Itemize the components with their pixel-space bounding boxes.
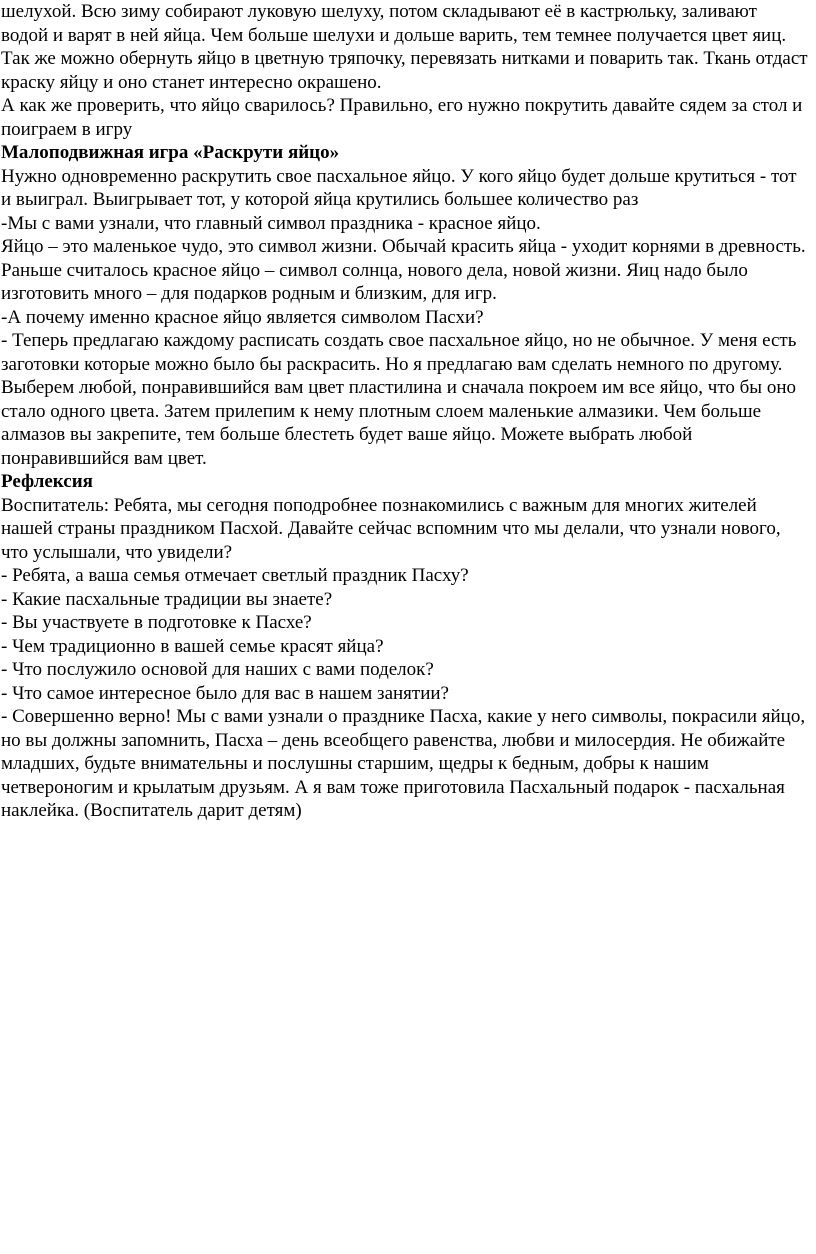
game-heading: Малоподвижная игра «Раскрути яйцо»: [1, 142, 340, 163]
game-paragraph-4: -А почему именно красное яйцо является символом Пасхи?: [1, 306, 484, 328]
reflection-conclusion: - Совершенно верно! Мы с вами узнали о празднике Пасха, какие у него символы, покрасили яйцо, но вы должны запомнить, Пасха – день всеобщего равенства, любви и милосердия. Не обижайте младших, будьте внимательны и послушны старшим, щедры к бедным, добры к нашим четвероногим и крылатым друзьям. А я вам тоже приготовила Пасхальный подарок - пасхальная наклейка. (Воспитатель дарит детям): [1, 706, 806, 821]
game-paragraph-1: Нужно одновременно раскрутить свое пасхальное яйцо. У кого яйцо будет дольше крутиться - тот и выиграл. Выигрывает тот, у которой яйца крутились большее количество раз: [1, 165, 797, 210]
reflection-question-2: - Какие пасхальные традиции вы знаете?: [1, 588, 333, 610]
intro-paragraph-1: шелухой. Всю зиму собирают луковую шелуху, потом складывают её в кастрюльку, заливают водой и варят в ней яйца. Чем больше шелухи и дольше варить, тем темнее получается цвет яиц. Так же можно обернуть яйцо в цветную тряпочку, перевязать нитками и поварить так. Ткань отдаст краску яйцу и оно станет интересно окрашено.: [1, 1, 808, 93]
reflection-question-4: - Чем традиционно в вашей семье красят яйца?: [1, 635, 384, 657]
reflection-question-1: - Ребята, а ваша семья отмечает светлый праздник Пасху?: [1, 565, 469, 586]
reflection-heading: Рефлексия: [1, 471, 93, 492]
intro-paragraph-2: А как же проверить, что яйцо сварилось? Правильно, его нужно покрутить давайте сядем за стол и поиграем в игру: [1, 95, 803, 140]
game-paragraph-5: - Теперь предлагаю каждому расписать создать свое пасхальное яйцо, но не обычное. У меня есть заготовки которые можно было бы раскрасить. Но я предлагаю вам сделать немного по другому. Выберем любой, понравившийся вам цвет пластилина и сначала покроем им все яйцо, что бы оно стало одного цвета. Затем прилепим к нему плотным слоем маленькие алмазики. Чем больше алмазов вы закрепите, тем больше блестеть будет ваше яйцо. Можете выбрать любой понравившийся вам цвет.: [1, 330, 797, 469]
game-paragraph-3: Яйцо – это маленькое чудо, это символ жизни. Обычай красить яйца - уходит корнями в древность. Раньше считалось красное яйцо – символ солнца, нового дела, новой жизни. Яиц надо было изготовить много – для подарков родным и близким, для игр.: [1, 236, 806, 304]
game-paragraph-2: -Мы с вами узнали, что главный символ праздника - красное яйцо.: [1, 212, 541, 234]
reflection-question-3: - Вы участвуете в подготовке к Пасхе?: [1, 612, 312, 633]
reflection-paragraph-1: Воспитатель: Ребята, мы сегодня поподробнее познакомились с важным для многих жителей нашей страны праздником Пасхой. Давайте сейчас вспомним что мы делали, что узнали нового, что услышали, что увидели?: [1, 494, 781, 563]
reflection-question-5: - Что послужило основой для наших с вами поделок?: [1, 659, 434, 680]
reflection-question-6: - Что самое интересное было для вас в нашем занятии?: [1, 682, 449, 704]
